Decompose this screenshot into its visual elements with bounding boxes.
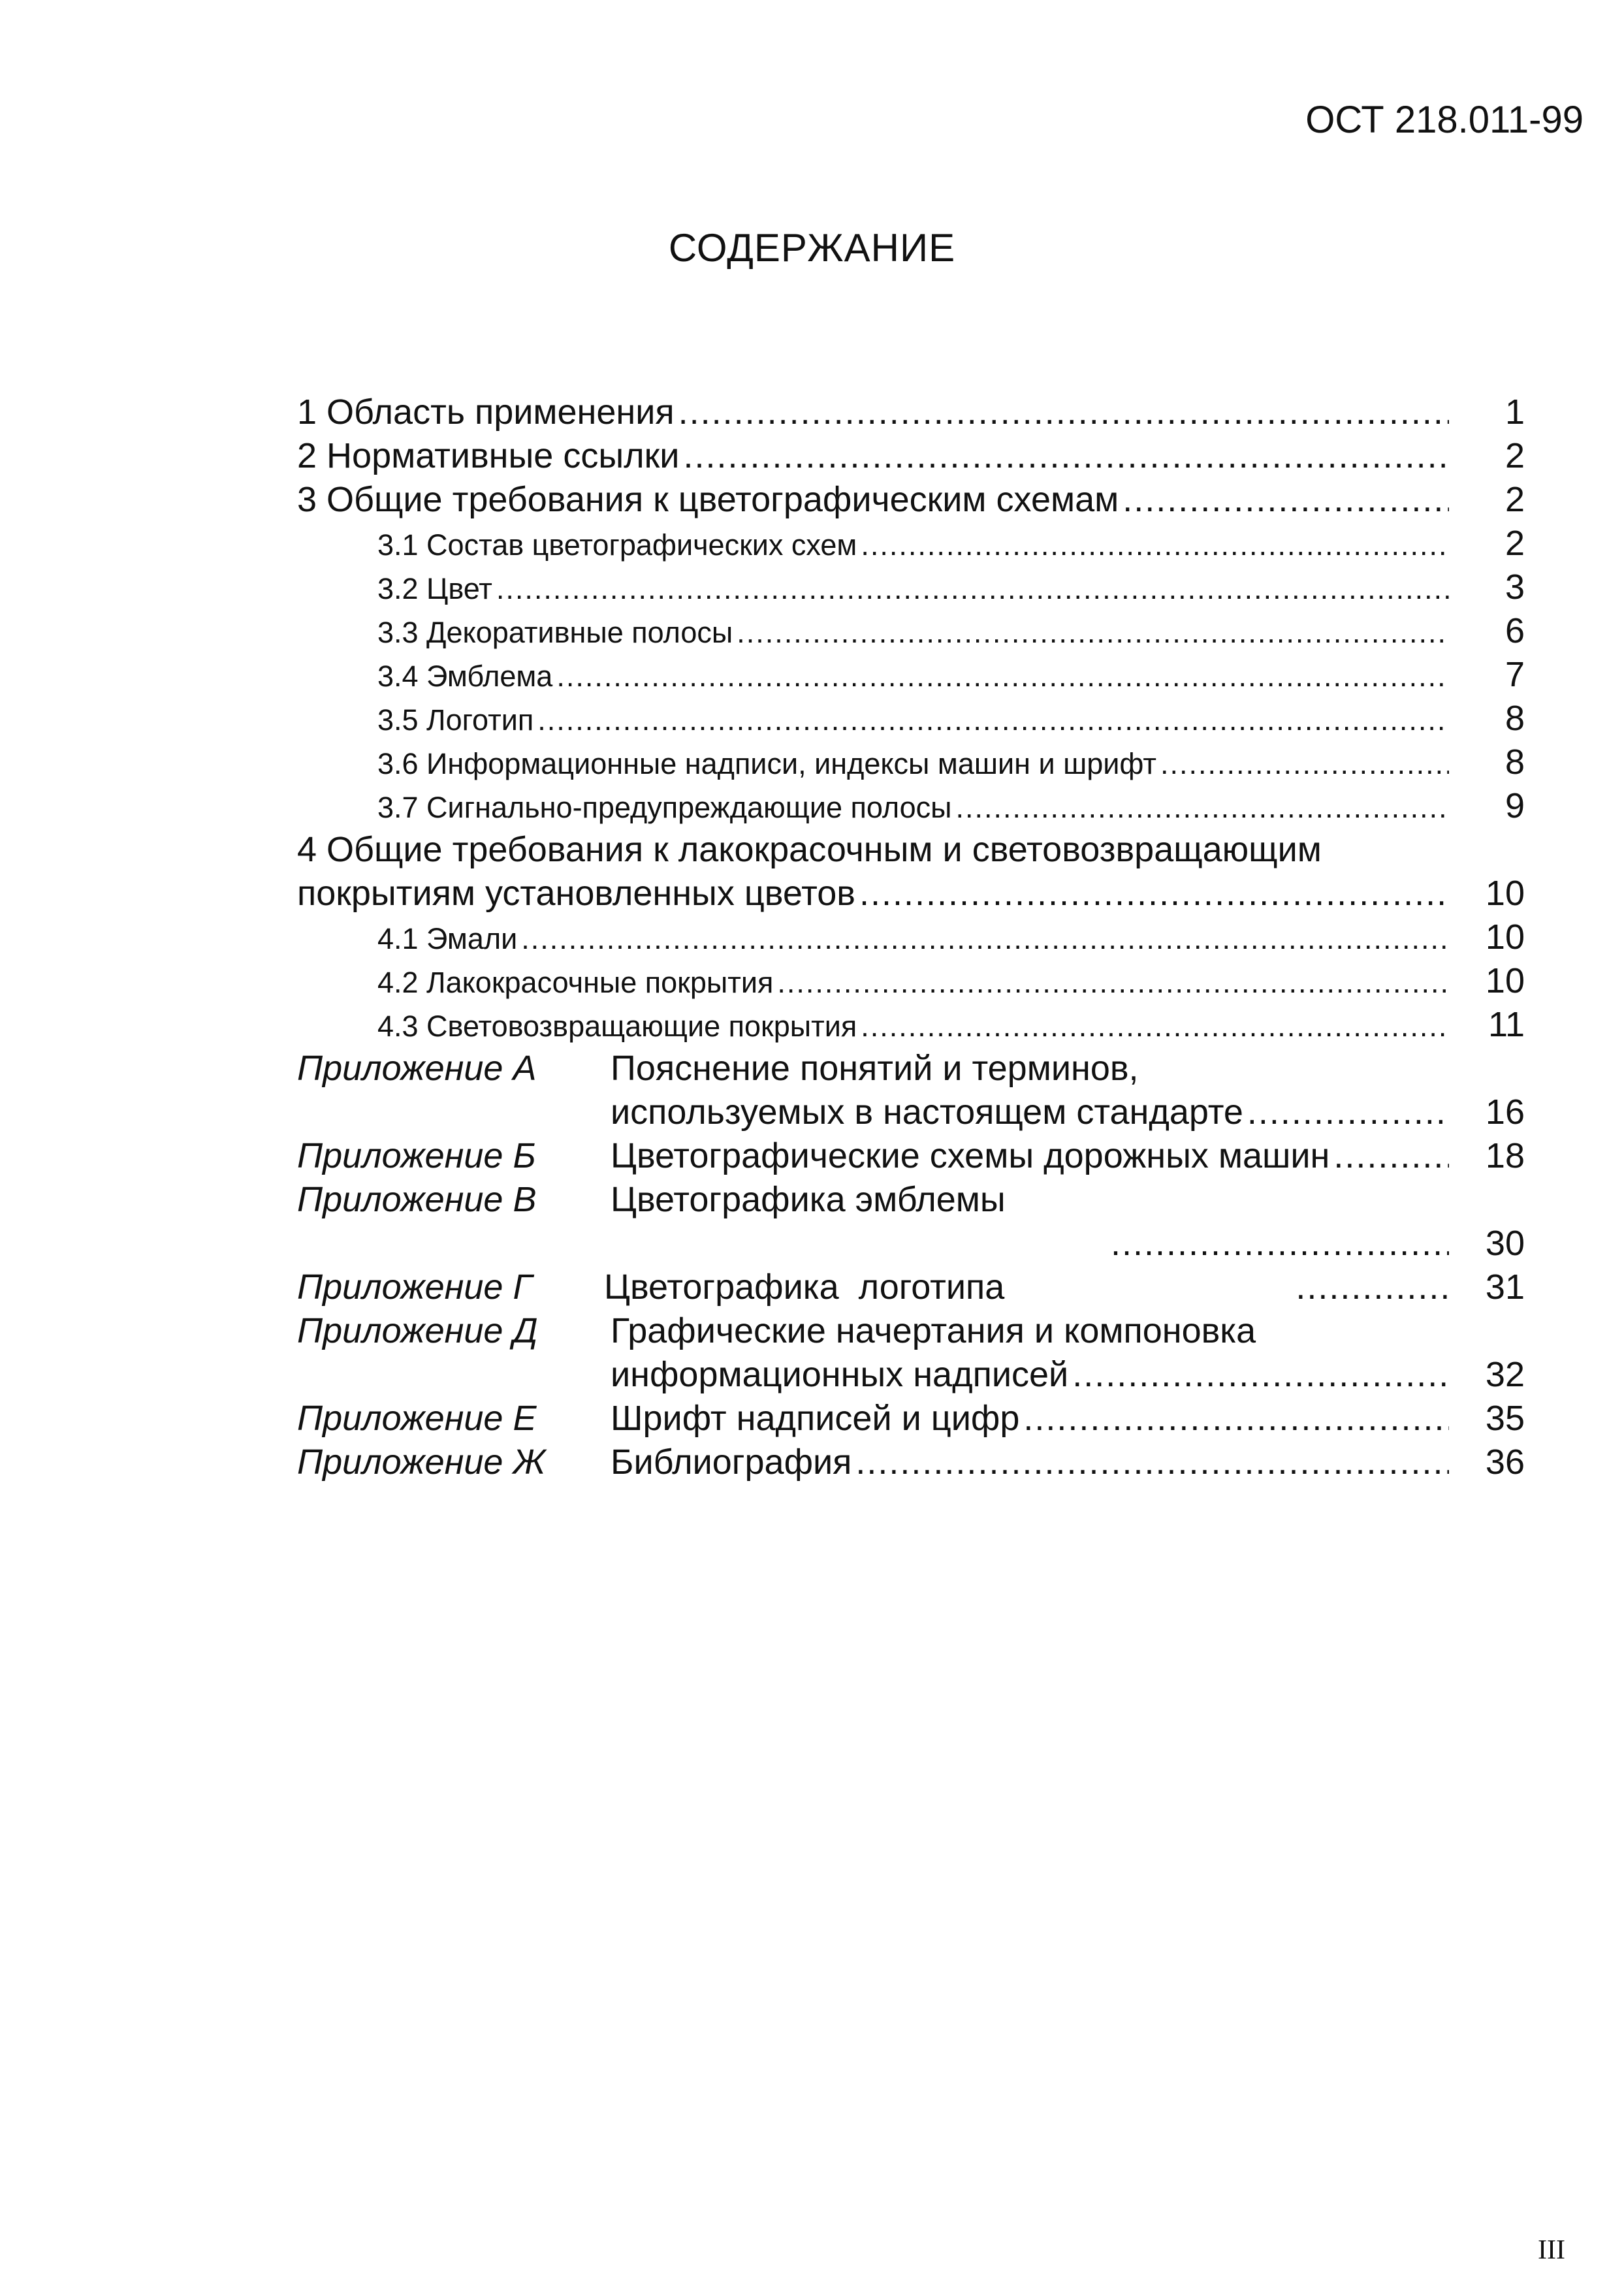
dot-leader (537, 703, 1449, 737)
toc-appendix-a[interactable] (297, 1092, 1525, 1136)
toc-entry-3[interactable] (297, 479, 1525, 523)
toc-entry-page: 10 (1485, 917, 1525, 957)
toc-entry-4-2[interactable] (297, 961, 1525, 1004)
dot-leader (737, 616, 1449, 650)
dot-leader (859, 873, 1449, 914)
toc-entry-page: 11 (1488, 1005, 1525, 1044)
toc-title: СОДЕРЖАНИЕ (668, 226, 956, 270)
toc-entry-page: 9 (1505, 786, 1525, 825)
toc-entry-page: 32 (1485, 1355, 1525, 1394)
toc-entry-text: 3.2 Цвет (377, 572, 492, 605)
appendix-title: используемых в настоящем стандарте (611, 1092, 1243, 1132)
dot-leader (1247, 1092, 1449, 1132)
toc-entry-text: 3.4 Эмблема (377, 660, 553, 693)
toc-entry-1[interactable] (297, 392, 1525, 436)
toc-entry-text: 3.3 Декоративные полосы (377, 616, 733, 649)
appendix-title: Цветографические схемы дорожных машин (611, 1136, 1330, 1175)
toc-entry-page: 2 (1505, 436, 1525, 475)
dot-leader (496, 572, 1449, 606)
dot-leader (1160, 747, 1449, 781)
toc-entry-3-2[interactable] (297, 567, 1525, 611)
toc-entry-4-line1[interactable] (297, 829, 1525, 873)
toc-appendix-d[interactable] (297, 1354, 1525, 1398)
toc-entry-page: 10 (1485, 874, 1525, 913)
toc-entry-text: 1 Область применения (297, 392, 675, 432)
toc-entry-page: 30 (1485, 1224, 1525, 1263)
toc-appendix-zh[interactable] (297, 1442, 1525, 1486)
appendix-title: Цветографика логотипа (604, 1267, 1005, 1307)
toc-appendix-v[interactable] (297, 1223, 1525, 1267)
appendix-label: Приложение Е (297, 1399, 537, 1438)
dot-leader (1333, 1136, 1449, 1176)
page-number: III (1538, 2235, 1565, 2265)
toc-appendix-d-line1[interactable] (297, 1311, 1525, 1354)
appendix-label: Приложение Ж (297, 1442, 545, 1482)
dot-leader (683, 436, 1449, 476)
dot-leader (861, 1010, 1449, 1043)
toc-entry-page: 18 (1485, 1136, 1525, 1175)
appendix-label: Приложение Г (297, 1267, 532, 1307)
dot-leader (1111, 1223, 1449, 1264)
toc-entry-3-4[interactable] (297, 654, 1525, 698)
dot-leader (777, 966, 1449, 1000)
dot-leader (956, 791, 1449, 825)
toc-appendix-g[interactable] (297, 1267, 1525, 1311)
toc-entry-3-7[interactable] (297, 786, 1525, 829)
toc-entry-page: 1 (1505, 392, 1525, 432)
toc-entry-page: 7 (1505, 655, 1525, 694)
dot-leader (1296, 1267, 1449, 1307)
appendix-label: Приложение В (297, 1180, 537, 1219)
dot-leader (521, 922, 1449, 956)
toc-entry-text: 3.5 Логотип (377, 703, 534, 737)
toc-entry-page: 2 (1505, 524, 1525, 563)
dot-leader (1023, 1398, 1449, 1439)
toc-entry-page: 10 (1485, 961, 1525, 1000)
dot-leader (678, 392, 1449, 432)
table-of-contents (297, 392, 1525, 1486)
toc-entry-text: 2 Нормативные ссылки (297, 436, 680, 475)
toc-entry-3-3[interactable] (297, 611, 1525, 654)
toc-entry-page: 35 (1485, 1399, 1525, 1438)
toc-entry-3-6[interactable] (297, 742, 1525, 786)
toc-appendix-a-line1[interactable] (297, 1048, 1525, 1092)
toc-entry-text: 4.2 Лакокрасочные покрытия (377, 966, 774, 999)
toc-entry-text: 3.6 Информационные надписи, индексы машин и шрифт (377, 747, 1157, 780)
appendix-label: Приложение Д (297, 1311, 538, 1350)
toc-appendix-b[interactable] (297, 1136, 1525, 1179)
appendix-title: Цветографика эмблемы (611, 1180, 1006, 1219)
dot-leader (1122, 479, 1449, 520)
toc-entry-4-3[interactable] (297, 1004, 1525, 1048)
toc-entry-page: 31 (1485, 1267, 1525, 1307)
dot-leader (556, 660, 1449, 693)
appendix-title: Библиография (611, 1442, 852, 1482)
toc-appendix-e[interactable] (297, 1398, 1525, 1442)
toc-entry-page: 8 (1505, 699, 1525, 738)
toc-entry-text: покрытиям установленных цветов (297, 874, 855, 913)
toc-entry-page: 36 (1485, 1442, 1525, 1482)
toc-entry-2[interactable] (297, 436, 1525, 479)
toc-entry-page: 6 (1505, 611, 1525, 650)
toc-entry-4[interactable] (297, 873, 1525, 917)
appendix-title: Шрифт надписей и цифр (611, 1399, 1020, 1438)
appendix-title: Графические начертания и компоновка (611, 1311, 1256, 1350)
document-code: ОСТ 218.011-99 (1305, 99, 1584, 141)
appendix-title: информационных надписей (611, 1355, 1069, 1394)
appendix-label: Приложение Б (297, 1136, 536, 1175)
toc-entry-text: 4.3 Световозвращающие покрытия (377, 1010, 857, 1043)
dot-leader (1072, 1354, 1449, 1395)
toc-appendix-v-line1[interactable] (297, 1179, 1525, 1223)
toc-entry-page: 3 (1505, 567, 1525, 607)
toc-entry-3-5[interactable] (297, 698, 1525, 742)
toc-entry-text: 3.7 Сигнально-предупреждающие полосы (377, 791, 952, 824)
toc-entry-page: 2 (1505, 480, 1525, 519)
toc-entry-text: 3.1 Состав цветографических схем (377, 528, 857, 562)
toc-entry-4-1[interactable] (297, 917, 1525, 961)
appendix-label: Приложение А (297, 1049, 537, 1088)
toc-entry-3-1[interactable] (297, 523, 1525, 567)
toc-entry-text: 4 Общие требования к лакокрасочным и световозвращающим (297, 830, 1322, 869)
toc-entry-text: 3 Общие требования к цветографическим схемам (297, 480, 1119, 519)
appendix-title: Пояснение понятий и терминов, (611, 1049, 1139, 1088)
dot-leader (855, 1442, 1449, 1482)
toc-entry-text: 4.1 Эмали (377, 922, 518, 955)
dot-leader (861, 528, 1449, 562)
toc-entry-page: 16 (1485, 1092, 1525, 1132)
toc-entry-page: 8 (1505, 742, 1525, 782)
